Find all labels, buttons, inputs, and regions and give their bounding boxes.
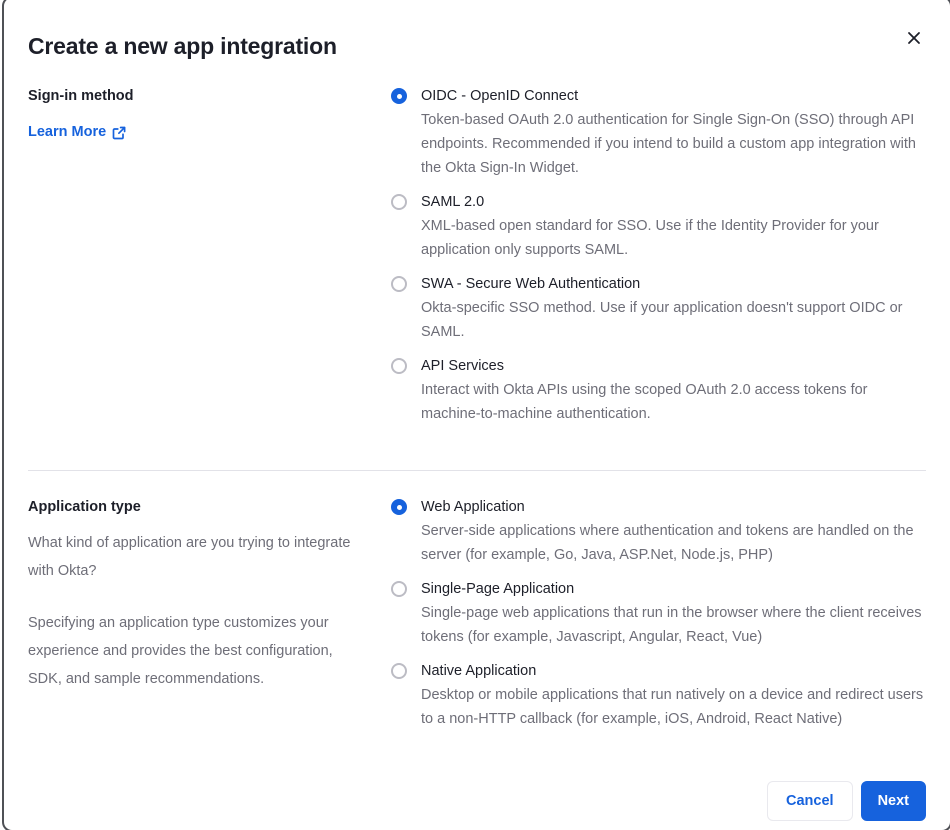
radio-web-application[interactable] (391, 499, 407, 515)
option-swa[interactable] (391, 272, 926, 344)
close-icon (906, 30, 922, 46)
modal-title: Create a new app integration (28, 33, 337, 59)
signin-left-column (28, 84, 363, 436)
next-button[interactable]: Next (861, 781, 926, 821)
modal-header (28, 30, 926, 62)
apptype-left-column (28, 495, 363, 741)
option-oidc[interactable] (391, 84, 926, 180)
option-body (421, 272, 926, 344)
radio-single-page-application[interactable] (391, 581, 407, 597)
option-saml[interactable] (391, 190, 926, 262)
option-label[interactable]: SAML 2.0 (421, 194, 485, 210)
option-body (421, 659, 926, 731)
section-divider (28, 470, 926, 471)
option-native-application[interactable] (391, 659, 926, 731)
option-description: Interact with Okta APIs using the scoped OAuth 2.0 access tokens for machine-to-machine authentication. (421, 382, 868, 422)
modal-footer (28, 781, 926, 821)
option-description: Okta-specific SSO method. Use if your application doesn't support OIDC or SAML. (421, 300, 903, 340)
option-description: XML-based open standard for SSO. Use if the Identity Provider for your application only supports SAML. (421, 218, 879, 258)
option-label[interactable]: Web Application (421, 499, 525, 515)
learn-more-link[interactable] (28, 122, 126, 142)
apptype-paragraph-1: What kind of application are you trying to integrate with Okta? (28, 535, 351, 579)
signin-method-section (28, 84, 926, 436)
radio-swa[interactable] (391, 276, 407, 292)
option-single-page-application[interactable] (391, 577, 926, 649)
option-web-application[interactable] (391, 495, 926, 567)
radio-oidc[interactable] (391, 88, 407, 104)
option-body (421, 495, 926, 567)
option-description: Token-based OAuth 2.0 authentication for Single Sign-On (SSO) through API endpoints. Recommended if you intend to build a custom app integration with the Okta Sign-In Widget. (421, 112, 916, 176)
option-body (421, 84, 926, 180)
radio-native-application[interactable] (391, 663, 407, 679)
apptype-heading: Application type (28, 499, 141, 515)
create-app-integration-modal (2, 0, 950, 830)
radio-api-services[interactable] (391, 358, 407, 374)
cancel-button[interactable]: Cancel (767, 781, 853, 821)
option-label[interactable]: SWA - Secure Web Authentication (421, 276, 641, 292)
learn-more-label: Learn More (28, 124, 107, 140)
apptype-paragraph-2: Specifying an application type customizes your experience and provides the best configuration, SDK, and sample recommendations. (28, 615, 333, 687)
option-description: Desktop or mobile applications that run natively on a device and redirect users to a non-HTTP callback (for example, iOS, Android, React Native) (421, 687, 924, 727)
external-link-icon (112, 125, 126, 140)
option-label[interactable]: Single-Page Application (421, 581, 575, 597)
option-body (421, 577, 926, 649)
option-label[interactable]: API Services (421, 358, 504, 374)
application-type-section (28, 495, 926, 741)
radio-saml[interactable] (391, 194, 407, 210)
signin-options (391, 84, 926, 436)
option-label[interactable]: Native Application (421, 663, 537, 679)
apptype-options (391, 495, 926, 741)
option-body (421, 354, 926, 426)
option-api-services[interactable] (391, 354, 926, 426)
option-description: Server-side applications where authentication and tokens are handled on the server (for example, Go, Java, ASP.Net, Node.js, PHP) (421, 523, 914, 563)
close-button[interactable] (900, 24, 928, 52)
option-description: Single-page web applications that run in the browser where the client receives tokens (for example, Javascript, Angular, React, Vue) (421, 605, 922, 645)
option-body (421, 190, 926, 262)
option-label[interactable]: OIDC - OpenID Connect (421, 88, 579, 104)
signin-heading: Sign-in method (28, 88, 134, 104)
